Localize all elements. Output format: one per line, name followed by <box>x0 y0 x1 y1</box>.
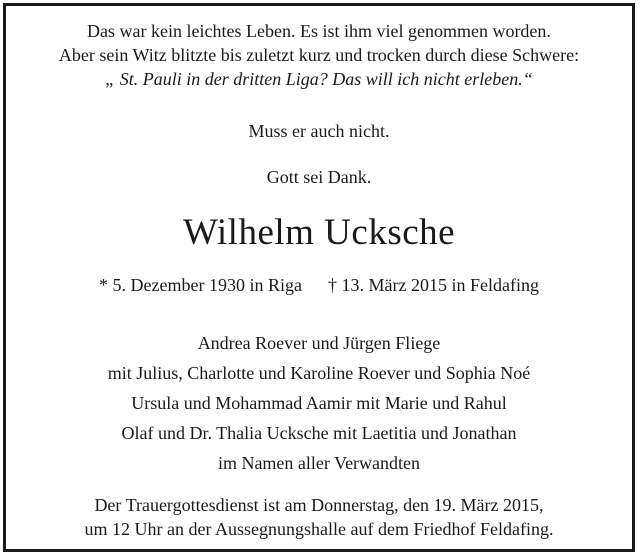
birth-date: * 5. Dezember 1930 in Riga <box>99 275 302 295</box>
remark-1: Muss er auch nicht. <box>248 121 390 141</box>
intro-line-2: Aber sein Witz blitzte bis zuletzt kurz und trocken durch diese Schwere: <box>58 45 580 65</box>
service-line-2: um 12 Uhr an der Aussegnungshalle auf dem Friedhof Feldafing. <box>84 519 554 539</box>
intro-line-1: Das war kein leichtes Leben. Es ist ihm viel genommen worden. <box>87 21 551 41</box>
mourner-line: mit Julius, Charlotte und Karoline Roever und Sophia Noé <box>107 363 531 383</box>
death-date: † 13. März 2015 in Feldafing <box>327 275 539 295</box>
mourner-line: Andrea Roever und Jürgen Fliege <box>197 333 441 353</box>
deceased-name: Wilhelm Ucksche <box>182 212 456 253</box>
quote: „ St. Pauli in der dritten Liga? Das will ich nicht erleben.“ <box>105 69 533 89</box>
mourner-line: Ursula und Mohammad Aamir mit Marie und Rahul <box>131 393 507 413</box>
service-line-1: Der Trauergottesdienst ist am Donnerstag, den 19. März 2015, <box>94 495 544 515</box>
mourner-line: Olaf und Dr. Thalia Ucksche mit Laetitia und Jonathan <box>121 423 517 443</box>
remark-2: Gott sei Dank. <box>266 167 372 187</box>
mourner-line: im Namen aller Verwandten <box>217 453 421 473</box>
life-dates <box>6 274 632 296</box>
obituary-notice <box>3 3 635 552</box>
